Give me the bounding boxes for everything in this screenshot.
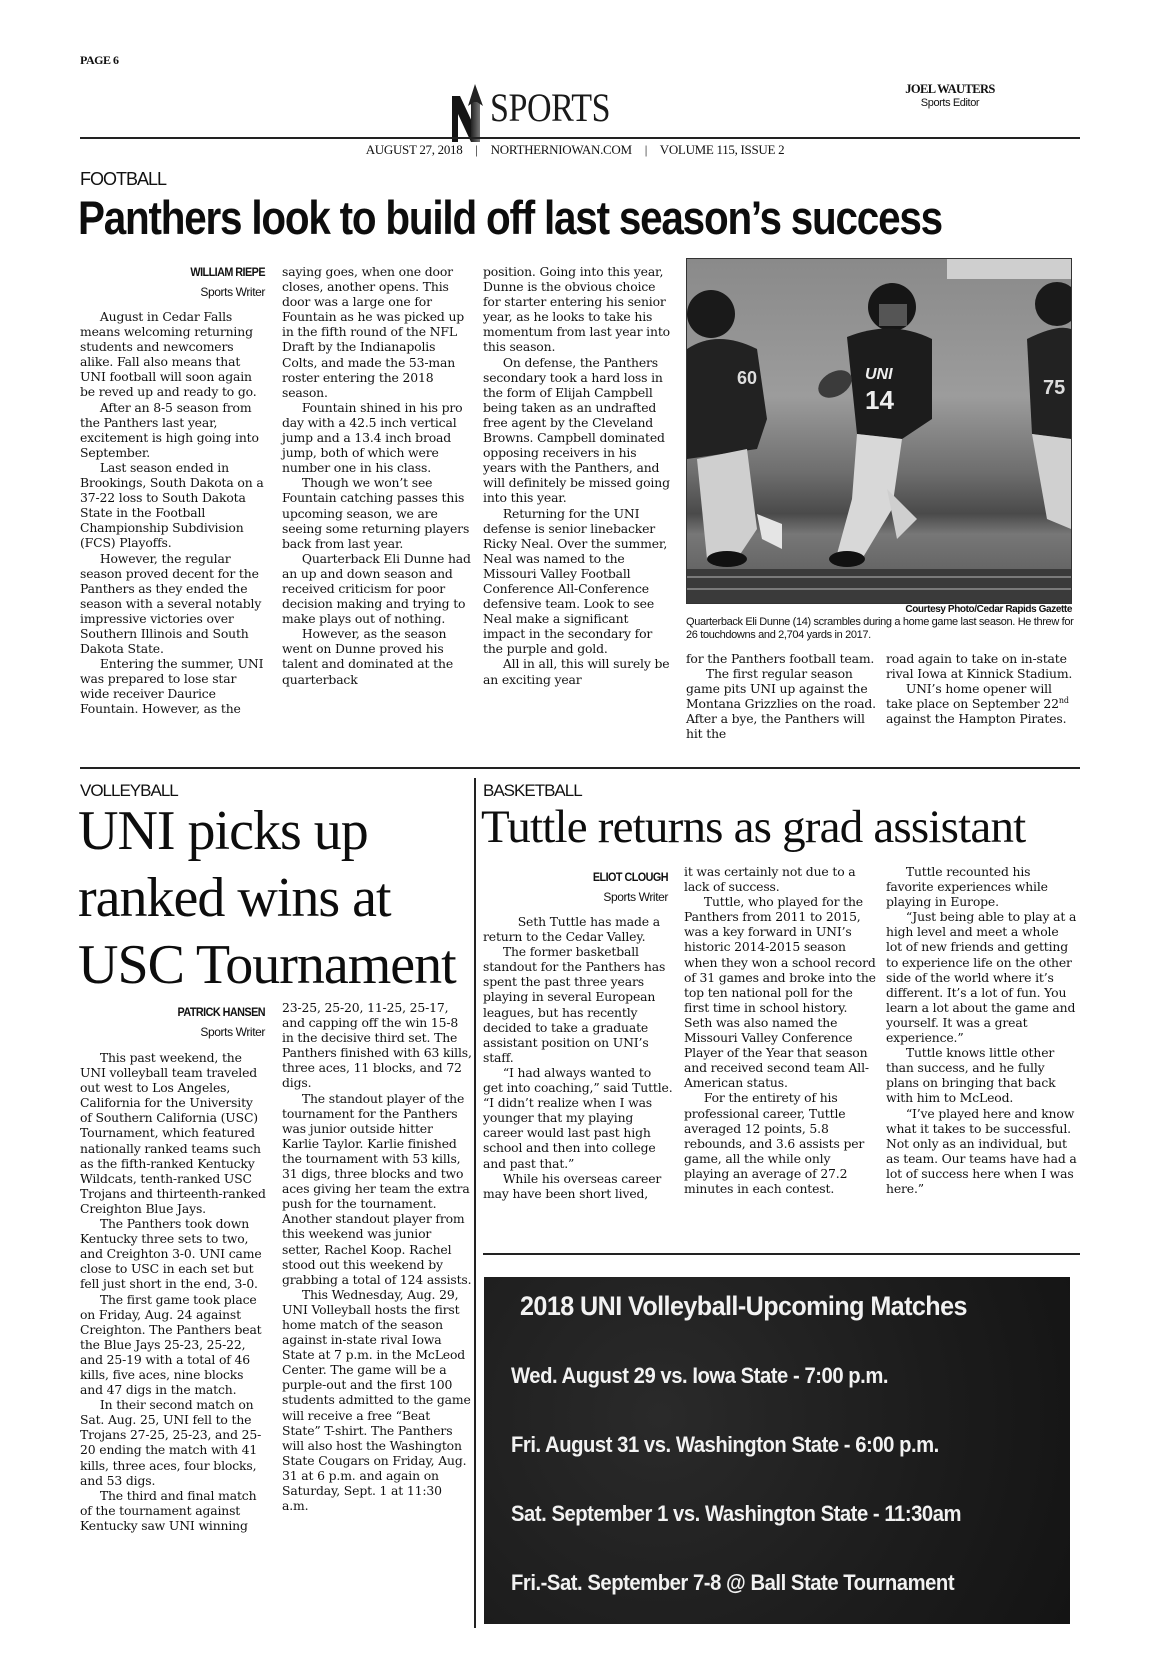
basketball-headline: Tuttle returns as grad assistant	[481, 801, 1026, 853]
basketball-bottom-rule	[483, 1253, 1080, 1255]
football-byline	[80, 265, 265, 299]
paragraph: After an 8-5 season from the Panthers last year, excitement is high going into September.	[80, 399, 259, 460]
masthead-rule	[80, 137, 1080, 139]
author-name: ELIOT CLOUGH	[592, 870, 668, 884]
football-column-4	[686, 651, 876, 742]
schedule-title: 2018 UNI Volleyball-Upcoming Matches	[520, 1291, 967, 1321]
match-item: Wed. August 29 vs. Iowa State - 7:00 p.m.	[511, 1363, 889, 1388]
volleyball-headline	[78, 798, 456, 999]
volleyball-column-2	[282, 1000, 472, 1513]
sports-editor	[900, 82, 1000, 109]
paragraph: The standout player of the tournament for the Panthers was junior outside hitter Karlie Taylor. Karlie finished the tournament with 53 kills, 31 digs, three blocks and two aces giving her team the extra push for the tournament. Another standout player from this weekend was junior setter, Rachel Koop. Rachel stood out this weekend by grabbing a total of 124 assists.	[282, 1090, 472, 1287]
paragraph: Returning for the UNI defense is senior linebacker Ricky Neal. Over the summer, Neal was named to the Missouri Valley Football Conference All-Conference defensive team. Look to see Neal make a significant impact in the secondary for the purple and gold.	[483, 505, 668, 657]
author-role: Sports Writer	[603, 890, 668, 904]
paragraph: In their second match on Sat. Aug. 25, UNI fell to the Trojans 27-25, 25-23, and 25-20 ending the match with 41 kills, three aces, four blocks, and 53 digs.	[80, 1397, 262, 1488]
paragraph: The first regular season game pits UNI up against the Montana Grizzlies on the road. After a bye, the Panthers will hit the	[686, 666, 876, 742]
football-column-3	[483, 264, 673, 687]
paragraph: Seth Tuttle has made a return to the Cedar Valley.	[483, 914, 660, 945]
photo-caption: Quarterback Eli Dunne (14) scrambles during a home game last season. He threw for 26 touchdowns and 2,704 yards in 2017.	[686, 616, 1074, 641]
football-player-illustration	[687, 259, 1071, 603]
basketball-column-1	[483, 914, 673, 1201]
paragraph: The Panthers took down Kentucky three sets to two, and Creighton 3-0. UNI came close to USC in each set but fell just short in the end, 3-0.	[80, 1216, 262, 1292]
paragraph: Last season ended in Brookings, South Dakota on a 37-22 loss to South Dakota State in the Football Championship Subdivision (FCS) Playoffs.	[80, 459, 264, 551]
basketball-byline	[483, 870, 668, 904]
ordinal-suffix: nd	[1058, 696, 1069, 706]
left-jersey-number: 60	[737, 368, 758, 388]
football-column-5	[886, 651, 1076, 726]
issue-info-bar	[0, 142, 1150, 158]
website-link[interactable]: NORTHERNIOWAN.COM	[490, 142, 632, 157]
author-role: Sports Writer	[200, 1025, 265, 1039]
paragraph: All in all, this will surely be an exciting year	[483, 656, 670, 687]
basketball-section-label: BASKETBALL	[483, 781, 582, 800]
paragraph: for the Panthers football team.	[686, 651, 875, 666]
text: against the Hampton Pirates.	[886, 711, 1067, 727]
paragraph: “I’ve played here and know what it takes to be successful. Not only as an individual, but as team. Our teams have had a lot of success here when I was here.”	[886, 1105, 1077, 1196]
volleyball-column-1	[80, 1050, 268, 1533]
author-name: WILLIAM RIEPE	[190, 265, 265, 279]
right-jersey-number: 75	[1043, 377, 1066, 399]
paragraph: However, the regular season proved decent for the Panthers as they ended the season with a several notably impressive victories over Southern Illinois and South Dakota State.	[80, 550, 262, 657]
editor-name: JOEL WAUTERS	[905, 82, 995, 96]
basketball-column-3	[886, 864, 1078, 1196]
section-title: SPORTS	[490, 85, 611, 130]
column-divider	[474, 778, 476, 1628]
paragraph: Entering the summer, UNI was prepared to lose star wide receiver Daurice Fountain. However, as the	[80, 656, 264, 717]
paragraph: Tuttle recounted his favorite experiences while playing in Europe.	[886, 864, 1048, 910]
player-helmet	[687, 290, 735, 338]
separator: |	[644, 142, 648, 157]
football-column-2	[282, 264, 472, 687]
match-item: Fri. August 31 vs. Washington State - 6:00 p.m.	[511, 1432, 939, 1457]
text: UNI’s home opener will take place on September 22	[886, 681, 1059, 712]
paragraph: The former basketball standout for the Panthers has spent the past three years playing in several European leagues, but has recently decided to take a graduate assistant position on UNI’s staff.	[483, 944, 666, 1065]
volume-issue: VOLUME 115, ISSUE 2	[659, 142, 785, 157]
football-column-1	[80, 309, 268, 717]
paragraph: 23-25, 25-20, 11-25, 25-17, and capping off the win 15-8 in the decisive third set. The Panthers finished with 63 kills, three aces, 11 blocks, and 72 digs.	[282, 1000, 472, 1091]
page-number: PAGE 6	[80, 53, 119, 67]
player-helmet	[1035, 282, 1071, 326]
paragraph: On defense, the Panthers secondary took a hard loss in the form of Elijah Campbell being taken as an undrafted free agent by the Cleveland Browns. Campbell dominated opposing receivers in his years with the Panthers, and will definitely be missed going into this year.	[483, 354, 670, 506]
paragraph: While his overseas career may have been short lived,	[483, 1170, 662, 1201]
paragraph: position. Going into this year, Dunne is the obvious choice for starter entering his senior year, as he looks to take his momentum from last year into this season.	[483, 264, 670, 355]
basketball-column-2	[684, 864, 876, 1196]
paragraph: However, as the season went on Dunne proved his talent and dominated at the quarterback	[282, 626, 453, 687]
separator: |	[475, 142, 478, 157]
paragraph: Though we won’t see Fountain catching passes this upcoming season, we are seeing some returning players back from last year.	[282, 475, 470, 551]
football-headline: Panthers look to build off last season’s success	[78, 191, 942, 244]
upcoming-matches-box	[484, 1277, 1070, 1624]
paragraph: The third and final match of the tournament against Kentucky saw UNI winning	[80, 1487, 257, 1533]
volleyball-byline	[80, 1005, 265, 1039]
center-jersey-text: UNI	[865, 366, 893, 383]
paragraph: For the entirety of his professional career, Tuttle averaged 12 points, 5.8 rebounds, and 3.6 assists per game, all the while only playing an average of 27.2 minutes in each contest.	[684, 1090, 865, 1196]
section-divider	[80, 767, 1080, 769]
paragraph: Tuttle, who played for the Panthers from 2011 to 2015, was a key forward in UNI’s historic 2014-2015 season when they won a school record of 31 games and broke into the top ten national poll for the first time in school history. Seth was also named the Missouri Valley Conference Player of the Year that season and received second team All-American status.	[684, 894, 876, 1091]
paragraph: August in Cedar Falls means welcoming returning students and newcomers alike. Fall also means that UNI football will soon again be reved up and ready to go.	[80, 309, 257, 400]
paragraph: “Just being able to play at a high level and meet a whole lot of new friends and getting to experience life on the other side of the world where it’s different. It’s a lot of fun. You learn a lot about the game and yourself. It was a great experience.”	[886, 909, 1077, 1046]
paragraph: This Wednesday, Aug. 29, UNI Volleyball hosts the first home match of the season against in-state rival Iowa State at 7 p.m. in the McLeod Center. The game will be a purple-out and the first 100 students admitted to the game will receive a free “Beat State” T-shirt. The Panthers will also host the Washington State Cougars on Friday, Aug. 31 at 6 p.m. and again on Saturday, Sept. 1 at 11:30 a.m.	[282, 1286, 471, 1514]
football-section-label: FOOTBALL	[80, 169, 167, 189]
paragraph: “I had always wanted to get into coaching,” said Tuttle. “I didn’t realize when I was younger that my playing career would last past high school and then into college and past that.”	[483, 1064, 673, 1171]
paragraph: it was certainly not due to a lack of success.	[684, 864, 856, 895]
paragraph: Quarterback Eli Dunne had an up and down season and received criticism for poor decision making and trying to make plays out of nothing.	[282, 550, 471, 627]
editor-role: Sports Editor	[920, 97, 980, 109]
paragraph: Tuttle knows little other than success, and he fully plans on bringing that back with him to McLeod.	[886, 1045, 1056, 1106]
paragraph: The first game took place on Friday, Aug. 24 against Creighton. The Panthers beat the Blue Jays 25-23, 25-22, and 25-19 with a total of 46 kills, five aces, nine blocks and 47 digs in the match.	[80, 1291, 262, 1398]
headline-line: ranked wins at	[78, 867, 391, 929]
center-jersey-number: 14	[865, 385, 894, 415]
match-item: Fri.-Sat. September 7-8 @ Ball State Tournament	[511, 1570, 955, 1595]
match-item: Sat. September 1 vs. Washington State - 11:30am	[511, 1501, 962, 1526]
paragraph: Fountain shined in his pro day with a 42.5 inch vertical jump and a 13.4 inch broad jump, both of which were number one in his class.	[282, 399, 463, 476]
football-photo	[686, 258, 1072, 604]
issue-date: AUGUST 27, 2018	[365, 142, 463, 157]
paragraph: This past weekend, the UNI volleyball team traveled out west to Los Angeles, California for the University of Southern California (USC) Tournament, which featured nationally ranked teams such as the fifth-ranked Kentucky Wildcats, tenth-ranked USC Trojans and thirteenth-ranked Creighton Blue Jays.	[80, 1050, 266, 1216]
photo-credit: Courtesy Photo/Cedar Rapids Gazette	[905, 604, 1072, 615]
headline-line: UNI picks up	[78, 800, 368, 862]
author-name: PATRICK HANSEN	[177, 1005, 265, 1019]
volleyball-section-label: VOLLEYBALL	[80, 781, 178, 800]
paragraph: saying goes, when one door closes, another opens. This door was a large one for Fountain as he was picked up in the fifth round of the NFL Draft by the Indianapolis Colts, and made the 53-man roster entering the 2018 season.	[282, 264, 465, 400]
paragraph	[886, 681, 1076, 726]
paragraph: road again to take on in-state rival Iowa at Kinnick Stadium.	[886, 651, 1073, 682]
headline-line: USC Tournament	[78, 934, 456, 996]
author-role: Sports Writer	[200, 285, 265, 299]
